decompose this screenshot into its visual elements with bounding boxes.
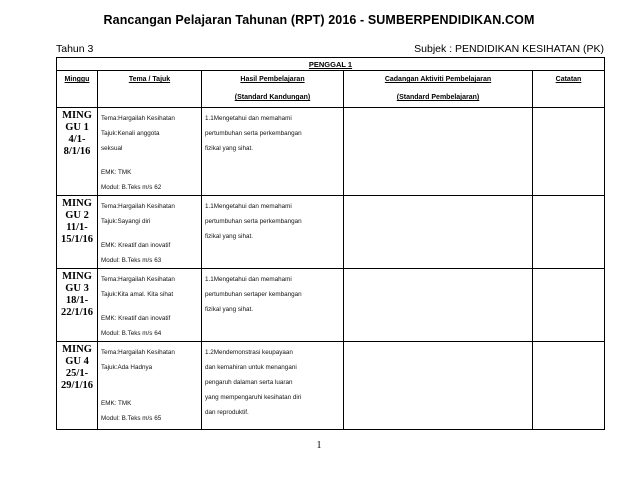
emk-text: EMK: TMK: [101, 169, 132, 176]
week-line: 29/1/16: [60, 380, 94, 391]
rpt-table: [56, 57, 605, 430]
column-header-row: [57, 71, 605, 108]
hasil-cell: [202, 269, 344, 342]
tema-text: Tema:Hargailah Kesihatan: [101, 203, 175, 210]
tajuk-text-cont: seksual: [101, 145, 123, 152]
week-line: GU 4: [65, 356, 89, 367]
modul-text: Modul: B.Teks m/s 64: [101, 330, 162, 337]
table-row: [57, 269, 605, 342]
week-line: GU 2: [65, 210, 89, 221]
week-line: GU 1: [65, 122, 89, 133]
hasil-line: pertumbuhan sertaper kembangan: [205, 291, 302, 298]
tema-text: Tema:Hargailah Kesihatan: [101, 349, 175, 356]
catatan-cell: [533, 342, 605, 430]
header-hasil: [202, 71, 344, 108]
hasil-cell: [202, 196, 344, 269]
cadangan-cell: [344, 196, 533, 269]
modul-text: Modul: B.Teks m/s 62: [101, 184, 162, 191]
week-line: GU 3: [65, 283, 89, 294]
hasil-line: 1.1Mengetahui dan memahami: [205, 276, 292, 283]
hasil-line: yang mempengaruhi kesihatan diri: [205, 394, 302, 401]
catatan-cell: [533, 108, 605, 196]
cadangan-cell: [344, 269, 533, 342]
week-line: MING: [62, 198, 92, 209]
hasil-line: dan kemahiran untuk menangani: [205, 364, 297, 371]
catatan-cell: [533, 196, 605, 269]
hasil-line: pengaruh dalaman serta luaran: [205, 379, 293, 386]
week-line: 22/1/16: [60, 307, 94, 318]
week-cell: [57, 269, 98, 342]
document-title: Rancangan Pelajaran Tahunan (RPT) 2016 - SUMBERPENDIDIKAN.COM: [103, 13, 535, 27]
week-line: 8/1/16: [63, 146, 91, 157]
header-cadangan-line1: Cadangan Aktiviti Pembelajaran: [384, 76, 492, 83]
table-row: [57, 342, 605, 430]
week-line: MING: [62, 271, 92, 282]
tajuk-text: Tajuk:Sayangi diri: [101, 218, 151, 225]
hasil-line: pertumbuhan serta perkembangan: [205, 218, 302, 225]
emk-text: EMK: TMK: [101, 400, 132, 407]
hasil-line: dan reproduktif.: [205, 409, 249, 416]
week-line: 18/1-: [65, 295, 89, 306]
hasil-line: fizikal yang sihat.: [205, 145, 253, 152]
header-cadangan: [344, 71, 533, 108]
header-catatan: Catatan: [533, 71, 605, 108]
header-tema: Tema / Tajuk: [98, 71, 202, 108]
hasil-cell: [202, 342, 344, 430]
week-cell: [57, 196, 98, 269]
table-row: [57, 108, 605, 196]
page-number: 1: [316, 440, 322, 451]
tema-text: Tema:Hargailah Kesihatan: [101, 276, 175, 283]
tema-cell: [98, 342, 202, 430]
hasil-line: fizikal yang sihat.: [205, 233, 253, 240]
tajuk-text: Tajuk:Kita amal. Kita sihat: [101, 291, 174, 298]
week-line: 4/1-: [68, 134, 86, 145]
tajuk-text: Tajuk:Ada Hadnya: [101, 364, 153, 371]
hasil-line: pertumbuhan serta perkembangan: [205, 130, 302, 137]
tema-cell: [98, 196, 202, 269]
week-line: 25/1-: [65, 368, 89, 379]
subject-label: Subjek : PENDIDIKAN KESIHATAN (PK): [414, 43, 604, 55]
cadangan-cell: [344, 342, 533, 430]
week-line: 11/1-: [66, 222, 88, 233]
table-row: [57, 196, 605, 269]
week-line: 15/1/16: [60, 234, 94, 245]
cadangan-cell: [344, 108, 533, 196]
catatan-cell: [533, 269, 605, 342]
tema-text: Tema:Hargailah Kesihatan: [101, 115, 175, 122]
year-label: Tahun 3: [56, 43, 94, 55]
header-hasil-line1: Hasil Pembelajaran: [240, 76, 305, 83]
header-minggu: Minggu: [57, 71, 98, 108]
header-hasil-line2: (Standard Kandungan): [234, 94, 311, 101]
hasil-line: 1.2Mendemonstrasi keupayaan: [205, 349, 293, 356]
emk-text: EMK: Kreatif dan inovatif: [101, 242, 171, 249]
modul-text: Modul: B.Teks m/s 65: [101, 415, 162, 422]
week-cell: [57, 342, 98, 430]
hasil-line: fizikal yang sihat.: [205, 306, 253, 313]
tajuk-text: Tajuk:Kenali anggota: [101, 130, 160, 137]
modul-text: Modul: B.Teks m/s 63: [101, 257, 162, 264]
tema-cell: [98, 108, 202, 196]
header-cadangan-line2: (Standard Pembelajaran): [396, 94, 480, 101]
week-line: MING: [62, 110, 92, 121]
week-cell: [57, 108, 98, 196]
emk-text: EMK: Kreatif dan inovatif: [101, 315, 171, 322]
hasil-line: 1.1Mengetahui dan memahami: [205, 115, 292, 122]
week-line: MING: [62, 344, 92, 355]
tema-cell: [98, 269, 202, 342]
document-meta: [56, 43, 604, 57]
penggal-header: PENGGAL 1: [57, 58, 605, 71]
hasil-line: 1.1Mengetahui dan memahami: [205, 203, 292, 210]
hasil-cell: [202, 108, 344, 196]
